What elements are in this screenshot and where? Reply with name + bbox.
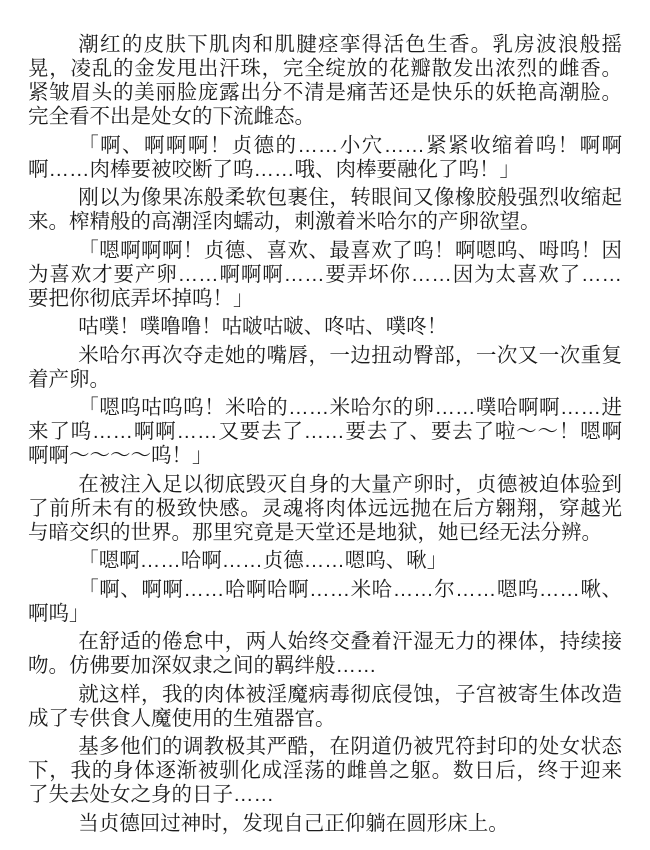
paragraph: 就这样，我的肉体被淫魔病毒彻底侵蚀，子宫被寄生体改造成了专供食人魔使用的生殖器官。 bbox=[28, 682, 622, 730]
paragraph: 当贞德回过神时，发现自己正仰躺在圆形床上。 bbox=[78, 811, 509, 835]
paragraph: 刚以为像果冻般柔软包裹住，转眼间又像橡胶般强烈收缩起来。榨精般的高潮淫肉蠕动，刺激着米哈尔的产卵欲望。 bbox=[28, 186, 622, 233]
paragraph: 「啊、啊啊……哈啊哈啊……米哈……尔……嗯呜……啾、啊呜」 bbox=[28, 577, 622, 625]
paragraph: 「嗯呜咕呜呜！米哈的……米哈尔的卵……噗哈啊啊……进来了呜……啊啊……又要去了……要去了、要去了啦～～！嗯啊啊啊～～～～呜！」 bbox=[28, 396, 622, 467]
paragraph: 基多他们的调教极其严酷，在阴道仍被咒符封印的处女状态下，我的身体逐渐被驯化成淫荡的雌兽之躯。数日后，终于迎来了失去处女之身的日子…… bbox=[28, 735, 622, 806]
paragraph: 在舒适的倦怠中，两人始终交叠着汗湿无力的裸体，持续接吻。仿佛要加深奴隶之间的羁绊般…… bbox=[28, 630, 622, 677]
paragraph: 米哈尔再次夺走她的嘴唇，一边扭动臀部，一次又一次重复着产卵。 bbox=[28, 343, 622, 391]
paragraph: 「嗯啊啊啊！贞德、喜欢、最喜欢了呜！啊嗯呜、呣呜！因为喜欢才要产卵……啊啊啊……要弄坏你……因为太喜欢了……要把你彻底弄坏掉呜！」 bbox=[28, 238, 622, 310]
paragraph: 在被注入足以彻底毁灭自身的大量产卵时，贞德被迫体验到了前所未有的极致快感。灵魂将肉体远远抛在后方翱翔，穿越光与暗交织的世界。那里究竟是天堂还是地狱，她已经无法分辨。 bbox=[28, 472, 622, 544]
paragraph: 「啊、啊啊啊！贞德的……小穴……紧紧收缩着呜！啊啊啊……肉棒要被咬断了呜……哦、肉棒要融化了呜！」 bbox=[28, 133, 622, 181]
paragraph: 「嗯啊……哈啊……贞德……嗯呜、啾」 bbox=[78, 549, 448, 572]
paragraph: 咕噗！噗噜噜！咕啵咕啵、咚咕、噗咚！ bbox=[78, 315, 448, 338]
paragraph: 潮红的皮肤下肌肉和肌腱痉挛得活色生香。乳房波浪般摇晃，凌乱的金发甩出汗珠，完全绽放的花瓣散发出浓烈的雌香。紧皱眉头的美丽脸庞露出分不清是痛苦还是快乐的妖艳高潮脸。完全看不出是处女的下流雌态。 bbox=[28, 33, 622, 128]
